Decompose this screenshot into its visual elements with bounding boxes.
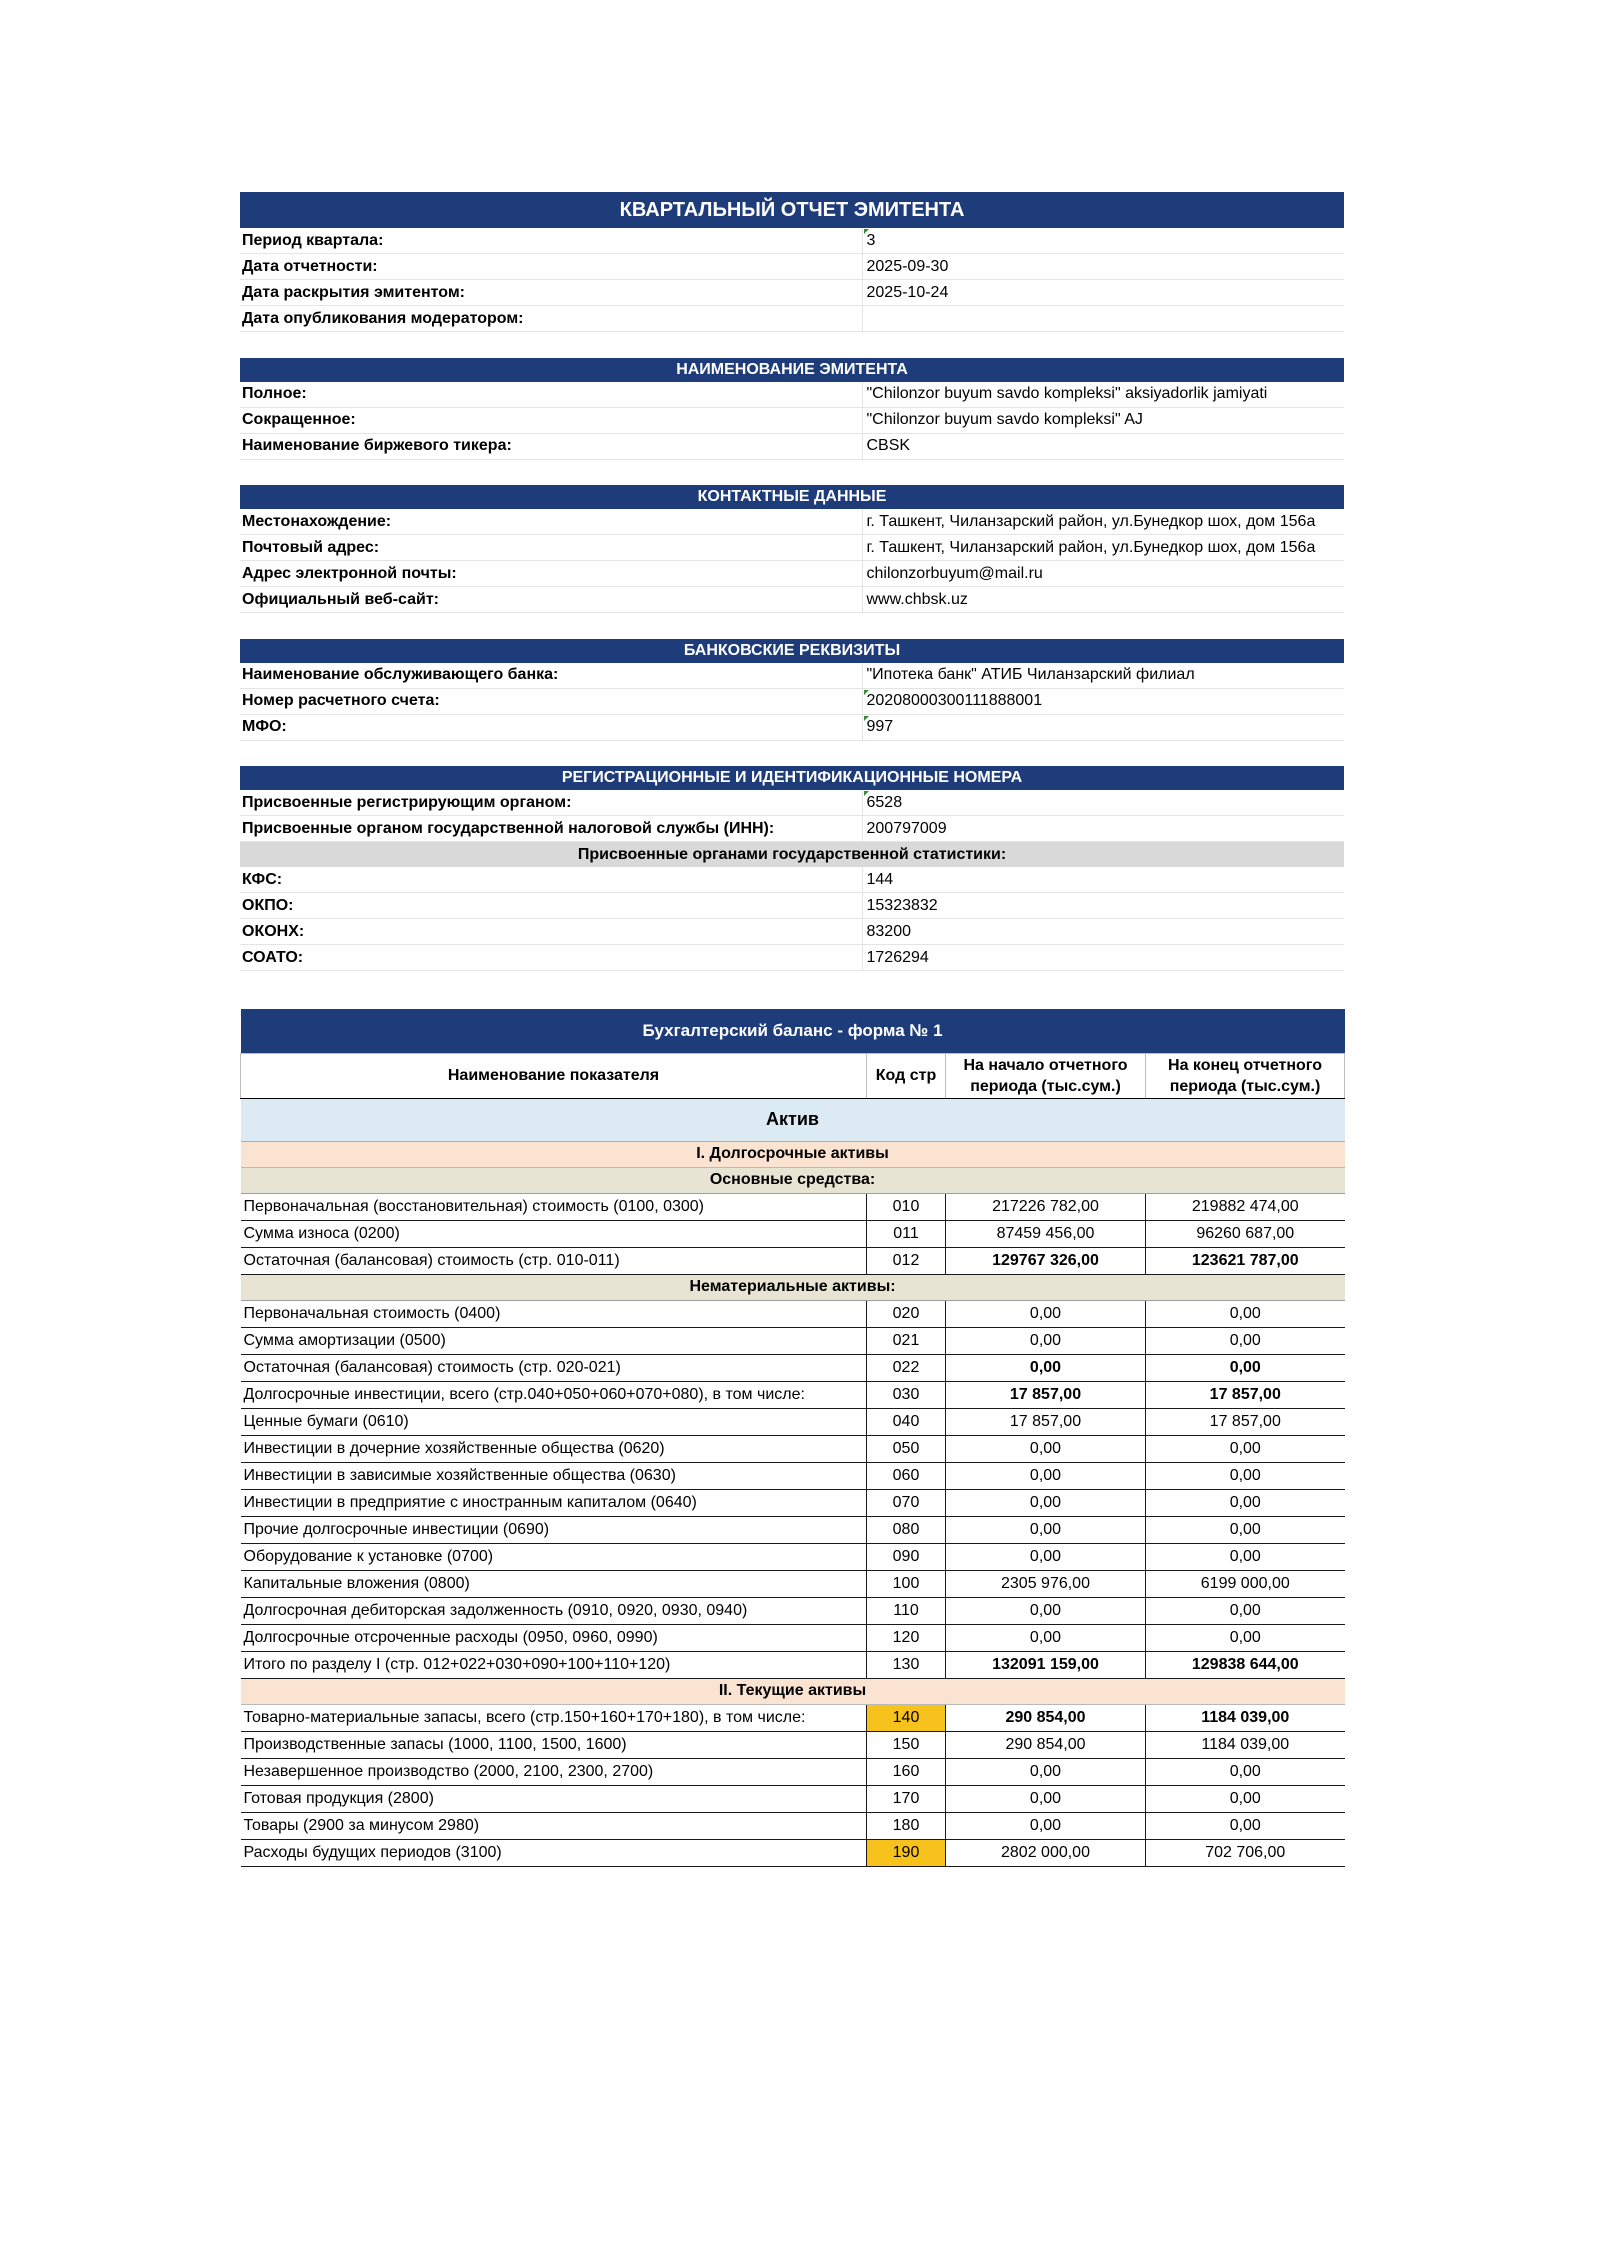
balance-sheet-table: [240, 1009, 1345, 1867]
section-title-row: [240, 766, 1344, 790]
row-begin[interactable]: 290 854,00: [946, 1704, 1146, 1731]
table-row: [241, 1651, 1345, 1678]
aktiv-label: Актив: [241, 1098, 1345, 1141]
info-row: [240, 587, 1344, 613]
row-begin[interactable]: 0,00: [946, 1516, 1146, 1543]
report-page: [240, 192, 1344, 1867]
table-row: [241, 1300, 1345, 1327]
table-row: [241, 1462, 1345, 1489]
info-row: [240, 306, 1344, 332]
field-value[interactable]: CBSK: [862, 433, 1344, 459]
table-row: [241, 1812, 1345, 1839]
row-end[interactable]: 0,00: [1146, 1435, 1345, 1462]
row-code: 150: [867, 1731, 946, 1758]
field-value[interactable]: 144: [862, 867, 1344, 893]
table-row: [241, 1731, 1345, 1758]
field-label: Дата раскрытия эмитентом:: [240, 280, 862, 306]
row-name: Долгосрочная дебиторская задолженность (0910, 0920, 0930, 0940): [241, 1597, 867, 1624]
col-header-code: Код стр: [867, 1053, 946, 1098]
field-label: Дата отчетности:: [240, 254, 862, 280]
table-row: [241, 1704, 1345, 1731]
row-end[interactable]: 0,00: [1146, 1758, 1345, 1785]
row-code: 012: [867, 1247, 946, 1274]
row-begin[interactable]: 0,00: [946, 1489, 1146, 1516]
field-value[interactable]: 1726294: [862, 945, 1344, 971]
field-value[interactable]: [862, 306, 1344, 332]
table-row: [241, 1435, 1345, 1462]
row-begin[interactable]: 0,00: [946, 1812, 1146, 1839]
field-label: Период квартала:: [240, 228, 862, 254]
field-value[interactable]: 6528: [862, 790, 1344, 816]
table-row: [241, 1381, 1345, 1408]
field-label: СОАТО:: [240, 945, 862, 971]
row-begin[interactable]: 17 857,00: [946, 1408, 1146, 1435]
row-begin[interactable]: 0,00: [946, 1354, 1146, 1381]
balance-title: Бухгалтерский баланс - форма № 1: [241, 1009, 1345, 1054]
field-label: Адрес электронной почты:: [240, 561, 862, 587]
row-name: Оборудование к установке (0700): [241, 1543, 867, 1570]
info-row: [240, 433, 1344, 459]
info-row: [240, 407, 1344, 433]
field-label: ОКПО:: [240, 893, 862, 919]
info-row: [240, 228, 1344, 254]
field-value[interactable]: www.chbsk.uz: [862, 587, 1344, 613]
table-row: [241, 1354, 1345, 1381]
row-end[interactable]: 1184 039,00: [1146, 1704, 1345, 1731]
field-value[interactable]: г. Ташкент, Чиланзарский район, ул.Бунедкор шох, дом 156а: [862, 509, 1344, 535]
issuer-name-title: НАИМЕНОВАНИЕ ЭМИТЕНТА: [240, 358, 1344, 382]
col-header-end: [1146, 1053, 1345, 1098]
row-name: Незавершенное производство (2000, 2100, 2300, 2700): [241, 1758, 867, 1785]
table-row: [241, 1489, 1345, 1516]
info-row: [240, 790, 1344, 816]
row-code: 022: [867, 1354, 946, 1381]
table-row: [241, 1624, 1345, 1651]
table-row: [241, 1758, 1345, 1785]
row-code: 070: [867, 1489, 946, 1516]
row-end[interactable]: 0,00: [1146, 1354, 1345, 1381]
table-row: [241, 1220, 1345, 1247]
issuer-info-table: [240, 192, 1344, 1009]
row-name: Прочие долгосрочные инвестиции (0690): [241, 1516, 867, 1543]
row-begin[interactable]: 0,00: [946, 1435, 1146, 1462]
row-begin[interactable]: 87459 456,00: [946, 1220, 1146, 1247]
row-name: Расходы будущих периодов (3100): [241, 1839, 867, 1866]
row-code: 100: [867, 1570, 946, 1597]
row-end[interactable]: 129838 644,00: [1146, 1651, 1345, 1678]
field-value[interactable]: 2025-09-30: [862, 254, 1344, 280]
row-end[interactable]: 0,00: [1146, 1489, 1345, 1516]
group-row: [241, 1274, 1345, 1300]
row-code: 040: [867, 1408, 946, 1435]
row-code: 180: [867, 1812, 946, 1839]
info-row: [240, 867, 1344, 893]
info-row: [240, 945, 1344, 971]
row-code: 140: [867, 1704, 946, 1731]
field-value[interactable]: г. Ташкент, Чиланзарский район, ул.Бунедкор шох, дом 156а: [862, 535, 1344, 561]
row-begin[interactable]: 2305 976,00: [946, 1570, 1146, 1597]
spacer: [240, 459, 1344, 485]
row-code: 160: [867, 1758, 946, 1785]
col-header-begin-line2: периода (тыс.сум.): [970, 1077, 1121, 1095]
field-value[interactable]: 83200: [862, 919, 1344, 945]
contacts-title: КОНТАКТНЫЕ ДАННЫЕ: [240, 485, 1344, 509]
row-end[interactable]: 1184 039,00: [1146, 1731, 1345, 1758]
group-intangible-label: Нематериальные активы:: [241, 1274, 1345, 1300]
row-code: 011: [867, 1220, 946, 1247]
registration-title: РЕГИСТРАЦИОННЫЕ И ИДЕНТИФИКАЦИОННЫЕ НОМЕРА: [240, 766, 1344, 790]
row-end[interactable]: 0,00: [1146, 1812, 1345, 1839]
info-row: [240, 509, 1344, 535]
row-end[interactable]: 0,00: [1146, 1597, 1345, 1624]
row-begin[interactable]: 0,00: [946, 1327, 1146, 1354]
info-row: [240, 280, 1344, 306]
row-code: 050: [867, 1435, 946, 1462]
row-begin[interactable]: 132091 159,00: [946, 1651, 1146, 1678]
section-row: [241, 1678, 1345, 1704]
row-begin[interactable]: 129767 326,00: [946, 1247, 1146, 1274]
row-end[interactable]: 17 857,00: [1146, 1381, 1345, 1408]
section-title-row: [240, 639, 1344, 663]
row-code: 020: [867, 1300, 946, 1327]
row-name: Первоначальная (восстановительная) стоимость (0100, 0300): [241, 1193, 867, 1220]
info-row: [240, 254, 1344, 280]
row-code: 060: [867, 1462, 946, 1489]
section-row: [241, 1141, 1345, 1167]
info-row: [240, 663, 1344, 689]
report-title: КВАРТАЛЬНЫЙ ОТЧЕТ ЭМИТЕНТА: [240, 192, 1344, 228]
row-name: Итого по разделу I (стр. 012+022+030+090+100+110+120): [241, 1651, 867, 1678]
row-end[interactable]: 0,00: [1146, 1785, 1345, 1812]
field-label: Почтовый адрес:: [240, 535, 862, 561]
info-row: [240, 561, 1344, 587]
field-value[interactable]: "Chilonzor buyum savdo kompleksi" aksiyadorlik jamiyati: [862, 382, 1344, 408]
field-value[interactable]: 15323832: [862, 893, 1344, 919]
section-title-row: [240, 358, 1344, 382]
info-row: [240, 714, 1344, 740]
table-row: [241, 1597, 1345, 1624]
group-fixed-label: Основные средства:: [241, 1167, 1345, 1193]
bank-title: БАНКОВСКИЕ РЕКВИЗИТЫ: [240, 639, 1344, 663]
row-name: Долгосрочные отсроченные расходы (0950, 0960, 0990): [241, 1624, 867, 1651]
row-name: Долгосрочные инвестиции, всего (стр.040+050+060+070+080), в том числе:: [241, 1381, 867, 1408]
field-value[interactable]: 2025-10-24: [862, 280, 1344, 306]
field-label: Полное:: [240, 382, 862, 408]
row-begin[interactable]: 0,00: [946, 1300, 1146, 1327]
field-value[interactable]: 997: [862, 714, 1344, 740]
row-end[interactable]: 0,00: [1146, 1624, 1345, 1651]
table-row: [241, 1516, 1345, 1543]
info-row: [240, 535, 1344, 561]
field-label: ОКОНХ:: [240, 919, 862, 945]
table-row: [241, 1570, 1345, 1597]
row-end[interactable]: 0,00: [1146, 1327, 1345, 1354]
row-end[interactable]: 0,00: [1146, 1300, 1345, 1327]
row-name: Готовая продукция (2800): [241, 1785, 867, 1812]
spacer: [240, 332, 1344, 358]
row-name: Ценные бумаги (0610): [241, 1408, 867, 1435]
table-row: [241, 1543, 1345, 1570]
row-code: 080: [867, 1516, 946, 1543]
row-begin[interactable]: 217226 782,00: [946, 1193, 1146, 1220]
field-value[interactable]: 20208000300111888001: [862, 688, 1344, 714]
row-name: Сумма амортизации (0500): [241, 1327, 867, 1354]
row-begin[interactable]: 2802 000,00: [946, 1839, 1146, 1866]
row-end[interactable]: 702 706,00: [1146, 1839, 1345, 1866]
row-name: Товары (2900 за минусом 2980): [241, 1812, 867, 1839]
balance-title-row: [241, 1009, 1345, 1054]
row-code: 021: [867, 1327, 946, 1354]
row-name: Сумма износа (0200): [241, 1220, 867, 1247]
col-header-end-line1: На конец отчетного: [1168, 1056, 1323, 1074]
field-label: Дата опубликования модератором:: [240, 306, 862, 332]
row-name: Производственные запасы (1000, 1100, 1500, 1600): [241, 1731, 867, 1758]
row-begin[interactable]: 0,00: [946, 1624, 1146, 1651]
row-begin[interactable]: 290 854,00: [946, 1731, 1146, 1758]
row-name: Капитальные вложения (0800): [241, 1570, 867, 1597]
table-row: [241, 1785, 1345, 1812]
col-header-begin-line1: На начало отчетного: [963, 1056, 1128, 1074]
row-end[interactable]: 96260 687,00: [1146, 1220, 1345, 1247]
row-end[interactable]: 0,00: [1146, 1516, 1345, 1543]
row-name: Инвестиции в предприятие с иностранным капиталом (0640): [241, 1489, 867, 1516]
stat-subheader-row: [240, 842, 1344, 868]
section-title-row: [240, 485, 1344, 509]
row-code: 130: [867, 1651, 946, 1678]
row-name: Остаточная (балансовая) стоимость (стр. 010-011): [241, 1247, 867, 1274]
field-label: Присвоенные органом государственной налоговой службы (ИНН):: [240, 816, 862, 842]
row-end[interactable]: 17 857,00: [1146, 1408, 1345, 1435]
row-end[interactable]: 219882 474,00: [1146, 1193, 1345, 1220]
row-end[interactable]: 0,00: [1146, 1462, 1345, 1489]
row-code: 030: [867, 1381, 946, 1408]
row-code: 010: [867, 1193, 946, 1220]
row-name: Инвестиции в дочерние хозяйственные общества (0620): [241, 1435, 867, 1462]
row-begin[interactable]: 0,00: [946, 1462, 1146, 1489]
row-name: Первоначальная стоимость (0400): [241, 1300, 867, 1327]
spacer: [240, 613, 1344, 639]
field-label: Местонахождение:: [240, 509, 862, 535]
row-end[interactable]: 6199 000,00: [1146, 1570, 1345, 1597]
info-row: [240, 816, 1344, 842]
row-code: 090: [867, 1543, 946, 1570]
info-row: [240, 893, 1344, 919]
field-value[interactable]: "Chilonzor buyum savdo kompleksi" AJ: [862, 407, 1344, 433]
table-row: [241, 1839, 1345, 1866]
field-label: Сокращенное:: [240, 407, 862, 433]
spacer: [240, 740, 1344, 766]
field-label: Присвоенные регистрирующим органом:: [240, 790, 862, 816]
row-end[interactable]: 123621 787,00: [1146, 1247, 1345, 1274]
col-header-end-line2: периода (тыс.сум.): [1169, 1077, 1321, 1095]
field-label: Наименование биржевого тикера:: [240, 433, 862, 459]
field-label: Официальный веб-сайт:: [240, 587, 862, 613]
table-row: [241, 1327, 1345, 1354]
field-value[interactable]: "Ипотека банк" АТИБ Чиланзарский филиал: [862, 663, 1344, 689]
row-name: Остаточная (балансовая) стоимость (стр. 020-021): [241, 1354, 867, 1381]
table-row: [241, 1193, 1345, 1220]
row-begin[interactable]: 0,00: [946, 1758, 1146, 1785]
field-label: МФО:: [240, 714, 862, 740]
col-header-name: Наименование показателя: [241, 1053, 867, 1098]
row-begin[interactable]: 0,00: [946, 1785, 1146, 1812]
field-value[interactable]: 200797009: [862, 816, 1344, 842]
section2-label: II. Текущие активы: [241, 1678, 1345, 1704]
balance-header-row: [241, 1053, 1345, 1098]
row-code: 120: [867, 1624, 946, 1651]
row-name: Товарно-материальные запасы, всего (стр.150+160+170+180), в том числе:: [241, 1704, 867, 1731]
stat-subheader: Присвоенные органами государственной статистики:: [240, 842, 1344, 868]
row-code: 110: [867, 1597, 946, 1624]
spacer: [240, 971, 1344, 1009]
aktiv-row: [241, 1098, 1345, 1141]
field-label: Наименование обслуживающего банка:: [240, 663, 862, 689]
row-begin[interactable]: 0,00: [946, 1597, 1146, 1624]
field-label: Номер расчетного счета:: [240, 688, 862, 714]
row-code: 170: [867, 1785, 946, 1812]
row-begin[interactable]: 0,00: [946, 1543, 1146, 1570]
report-title-row: [240, 192, 1344, 228]
field-label: КФС:: [240, 867, 862, 893]
section1-label: I. Долгосрочные активы: [241, 1141, 1345, 1167]
table-row: [241, 1247, 1345, 1274]
field-value[interactable]: chilonzorbuyum@mail.ru: [862, 561, 1344, 587]
info-row: [240, 919, 1344, 945]
info-row: [240, 382, 1344, 408]
col-header-begin: [946, 1053, 1146, 1098]
table-row: [241, 1408, 1345, 1435]
info-row: [240, 688, 1344, 714]
row-end[interactable]: 0,00: [1146, 1543, 1345, 1570]
row-begin[interactable]: 17 857,00: [946, 1381, 1146, 1408]
row-code: 190: [867, 1839, 946, 1866]
row-name: Инвестиции в зависимые хозяйственные общества (0630): [241, 1462, 867, 1489]
field-value[interactable]: 3: [862, 228, 1344, 254]
group-row: [241, 1167, 1345, 1193]
